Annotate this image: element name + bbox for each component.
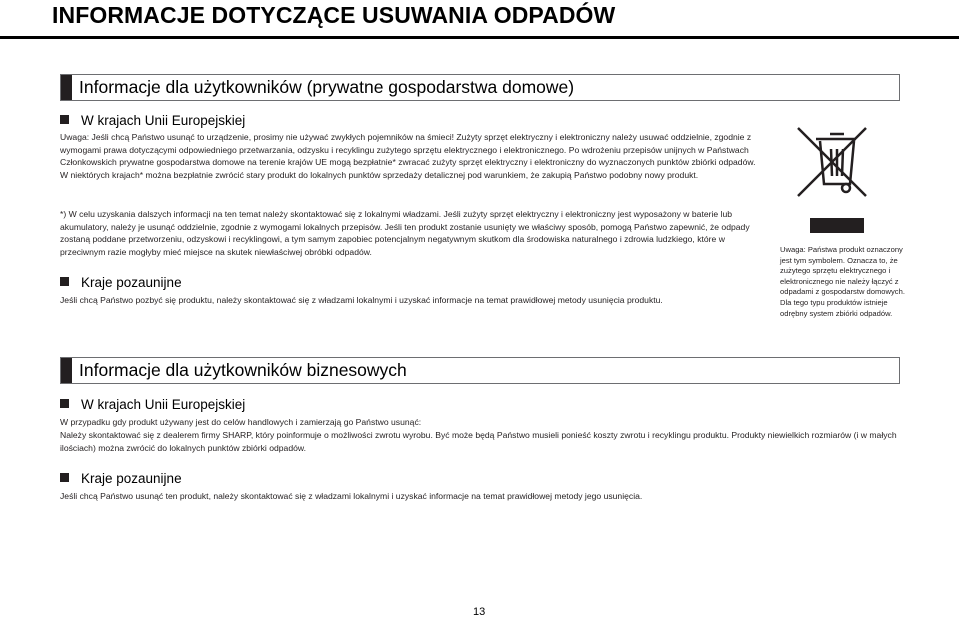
private-eu-paragraph-1: Uwaga: Jeśli chcą Państwo usunąć to urządzenie, prosimy nie używać zwykłych pojemników na śmieci! Zużyty sprzęt elektryczny i elektroniczny należy usuwać oddzielnie, zgodnie z wymogami prawa dotyczącymi odpowiedniego przetwarzania, odzysku i recyklingu zużytego sprzętu elektrycznego i elektronicznego. Po wdrożeniu przepisów unijnych w Państwach Członkowskich prywatne gospodarstwa domowe na terenie krajów UE mogą bezpłatnie* zwracać zużyty sprzęt elektryczny i elektroniczny do wyznaczonych punktów zbiórki odpadów. W niektórych krajach* można bezpłatnie zwrócić stary produkt do lokalnych punktów sprzedaży detalicznej pod warunkiem, że zakupią Państwo podobny nowy produkt.	[60, 132, 756, 180]
heading-non-eu-business	[60, 471, 182, 486]
heading-non-eu-private-label: Kraje pozaunijne	[81, 275, 182, 290]
weee-symbol	[794, 124, 870, 236]
title-divider	[0, 36, 959, 39]
heading-non-eu-business-label: Kraje pozaunijne	[81, 471, 182, 486]
square-bullet-icon	[60, 277, 69, 286]
crossed-out-wheelie-bin-icon	[794, 124, 870, 236]
page-number: 13	[473, 606, 486, 618]
private-non-eu-paragraph: Jeśli chcą Państwo pozbyć się produktu, należy skontaktować się z władzami lokalnymi i uzyskać informacje na temat prawidłowej metody usunięcia produktu.	[60, 295, 663, 305]
square-bullet-icon	[60, 115, 69, 124]
section-title-private: Informacje dla użytkowników (prywatne gospodarstwa domowe)	[79, 77, 575, 97]
private-eu-paragraph-2: *) W celu uzyskania dalszych informacji na ten temat należy skontaktować się z lokalnymi władzami. Jeśli zużyty sprzęt elektryczny i elektroniczny jest wyposażony w baterie lub akumulatory, należy je usunąć oddzielnie, zgodnie z wymogami lokalnych przepisów. Jeśli ten produkt zostanie usunięty we właściwy sposób, pomogą Państwo zapewnić, że odpady zostaną poddane przetworzeniu, odzyskowi i recyklingowi, a tym samym zapobiec potencjalnym negatywnym skutkom dla środowiska naturalnego i zdrowia ludzkiego, które w przeciwnym razie mogłyby mieć miejsce na skutek niewłaściwej obróbki odpadów.	[60, 209, 750, 257]
business-non-eu-paragraph: Jeśli chcą Państwo usunąć ten produkt, należy skontaktować się z władzami lokalnymi i uzyskać informacje na temat prawidłowej metody jego usunięcia.	[60, 491, 643, 501]
section-header-business	[60, 357, 900, 384]
square-bullet-icon	[60, 473, 69, 482]
heading-non-eu-private	[60, 275, 182, 290]
page-title: INFORMACJE DOTYCZĄCE USUWANIA ODPADÓW	[52, 2, 616, 28]
heading-eu-private-label: W krajach Unii Europejskiej	[81, 113, 246, 128]
section-header-bar	[61, 75, 72, 100]
section-title-business: Informacje dla użytkowników biznesowych	[79, 360, 407, 380]
business-eu-paragraph-1: W przypadku gdy produkt używany jest do celów handlowych i zamierzają go Państwo usunąć:	[60, 417, 422, 427]
section-header-bar	[61, 358, 72, 383]
heading-eu-business	[60, 397, 245, 412]
symbol-note: Uwaga: Państwa produkt oznaczony jest tym symbolem. Oznacza to, że zużytego sprzętu elektrycznego i elektronicznego nie należy łączyć z odpadami z gospodarstw domowych. Dla tego typu produktów istnieje odrębny system zbiórki odpadów.	[780, 245, 905, 318]
heading-eu-private	[60, 113, 245, 128]
square-bullet-icon	[60, 399, 69, 408]
section-header-private	[60, 74, 900, 101]
business-eu-paragraph-2: Należy skontaktować się z dealerem firmy SHARP, który poinformuje o możliwości zwrotu wyrobu. Być może będą Państwo musieli ponieść koszty zwrotu i recyklingu produktu. Produkty niewielkich rozmiarów (i w małych ilościach) można zwrócić do lokalnych punktów zbiórki odpadów.	[60, 430, 897, 453]
heading-eu-business-label: W krajach Unii Europejskiej	[81, 397, 246, 412]
